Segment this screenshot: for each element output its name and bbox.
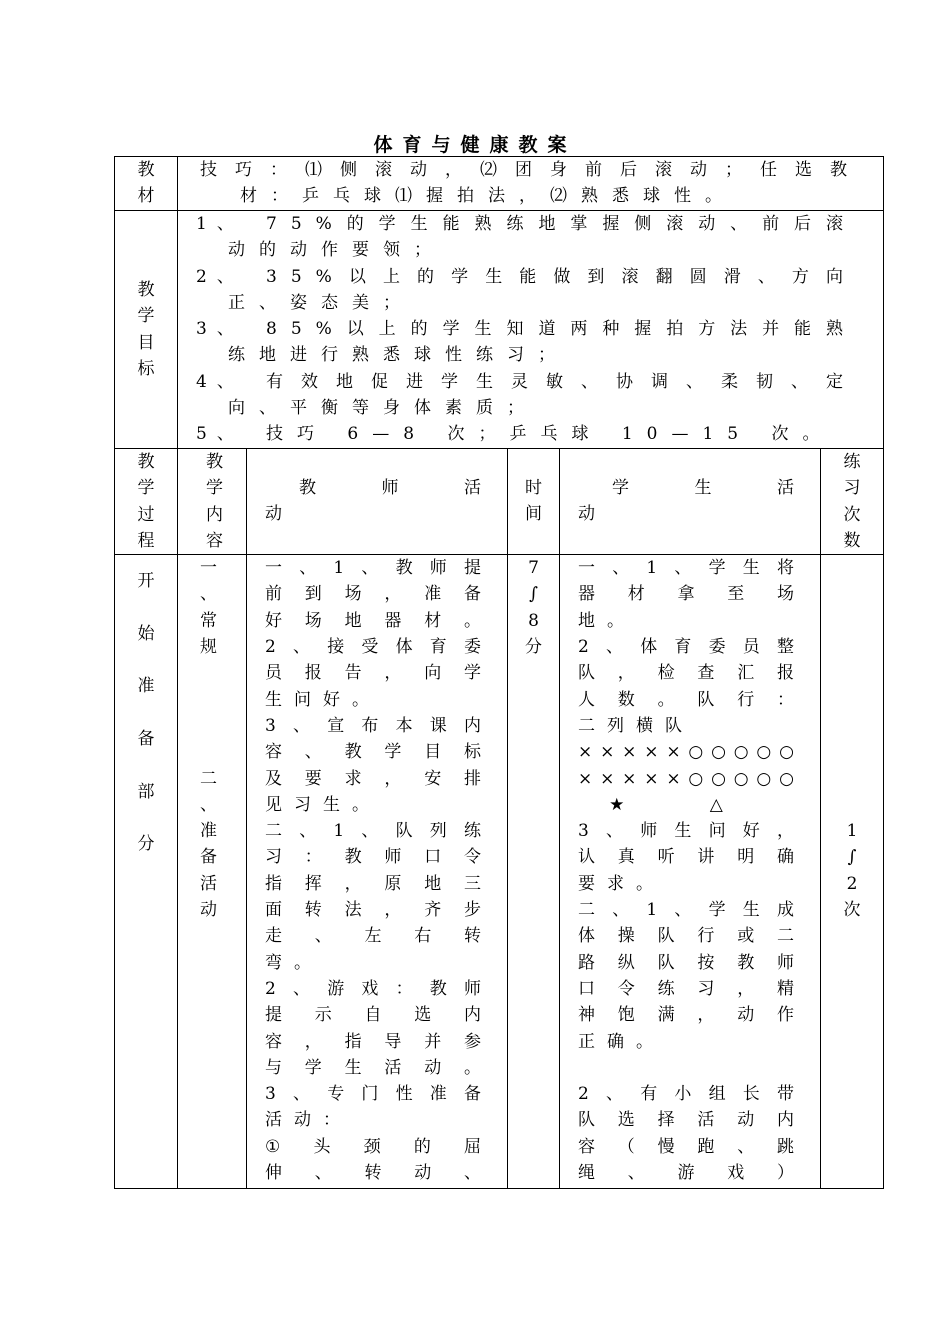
teacher-activity-line: 见 习 生 。 (265, 794, 369, 815)
goals-content (178, 211, 884, 449)
teacher-activity-line: 好 场 地 器 材 。 (265, 610, 481, 631)
header-char: 时 (525, 478, 542, 498)
student-activity-line: 一 、 1 、 学 生 将 (578, 558, 794, 579)
student-activity-line (578, 1055, 794, 1081)
section-char: 部 (137, 781, 155, 802)
goal-item (196, 264, 857, 290)
teacher-activity-line: 前 到 场 ， 准 备 (265, 584, 481, 605)
teacher-activity-line: 习 ： 教 师 口 令 (265, 847, 481, 868)
student-activity-line: 容 （ 慢 跑 、 跳 (578, 1136, 794, 1157)
goals-row (115, 211, 884, 449)
goal-text-cont: 动的动作要领； (228, 240, 445, 261)
header-char: 习 (843, 478, 861, 499)
content-char: 一 (200, 558, 217, 579)
teacher-activity-line: 员 报 告 ， 向 学 (265, 663, 481, 684)
teacher-activity-line: 2 、 接 受 体 育 委 (265, 637, 481, 658)
teacher-activity-line: 与 学 生 活 动 。 (265, 1057, 481, 1078)
student-activity-line: 队 选 择 活 动 内 (578, 1110, 794, 1131)
teacher-activity-line: 提 示 自 选 内 (265, 1005, 481, 1026)
student-activity-line: 人 数 。 队 行 ： (578, 689, 794, 710)
teacher-header (247, 449, 508, 555)
count-char: ∫ (847, 847, 857, 868)
student-activity-line: × × × × × ○ ○ ○ ○ ○ (578, 742, 794, 763)
student-activity-line: 地 。 (578, 610, 624, 631)
material-label (115, 157, 178, 211)
student-header-line: 动 (578, 504, 595, 525)
header-char: 过 (137, 504, 155, 525)
time-char: 分 (525, 637, 542, 658)
student-activity-line: ★ △ (609, 794, 763, 815)
student-header (560, 449, 821, 555)
header-char: 次 (843, 504, 861, 525)
count-char: 次 (843, 900, 861, 921)
student-activity-line: 3 、 师 生 问 好 ， (578, 821, 794, 842)
goal-number: 2、 (196, 266, 244, 287)
goals-label-char: 教 (137, 279, 155, 300)
content-header (178, 449, 247, 555)
header-char: 学 (206, 478, 223, 499)
teacher-activity-line: 一 、 1 、 教 师 提 (265, 558, 481, 579)
teacher-header-line: 教师活 (299, 478, 481, 498)
goal-item (196, 369, 857, 395)
section-row (115, 555, 884, 1189)
material-line: 材：乒乓球⑴握拍法，⑵熟悉球性。 (240, 186, 736, 207)
process-header-row (115, 449, 884, 555)
goal-text: 35%以上的学生能做到滚翻圆滑、方向 (266, 266, 858, 287)
goal-number: 5、 (196, 424, 244, 445)
count-char: 1 (846, 821, 858, 842)
student-activity-line: 口 令 练 习 ， 精 (578, 978, 794, 999)
student-activity (560, 555, 821, 1189)
goal-item (196, 316, 857, 342)
header-char: 容 (206, 530, 223, 551)
material-label-char: 材 (137, 186, 155, 207)
header-char: 练 (843, 452, 861, 472)
content-char: 二 (200, 768, 217, 789)
goal-text: 技巧 6—8 次；乒乓球 10—15 次。 (266, 424, 834, 445)
time-char: ∫ (529, 584, 538, 605)
student-header-line: 学生活 (612, 478, 794, 498)
student-activity-line: × × × × × ○ ○ ○ ○ ○ (578, 768, 794, 789)
section-count (821, 555, 884, 1189)
goal-text: 有效地促进学生灵敏、协调、柔韧、定 (266, 371, 858, 392)
goal-number: 4、 (196, 371, 244, 392)
time-char: 8 (528, 610, 539, 631)
teacher-activity-line: 面 转 法 ， 齐 步 (265, 900, 481, 921)
teacher-activity-line: 二 、 1 、 队 列 练 (265, 821, 481, 842)
content-char: 、 (200, 584, 217, 605)
teacher-activity-line: 3 、 专 门 性 准 备 (265, 1084, 481, 1105)
header-char: 间 (525, 504, 542, 525)
header-char: 程 (137, 530, 155, 551)
lesson-plan-table (114, 156, 884, 1189)
goal-text-cont: 练地进行熟悉球性练习； (228, 345, 569, 366)
goal-item (196, 211, 857, 237)
student-activity-line: 队 ， 检 查 汇 报 (578, 663, 794, 684)
teacher-activity-line: 3 、 宣 布 本 课 内 (265, 715, 481, 736)
time-char: 7 (528, 558, 539, 579)
content-char: 常 (200, 610, 217, 631)
section-name (115, 555, 178, 1189)
material-label-char: 教 (137, 160, 155, 180)
header-char: 教 (206, 452, 223, 472)
student-activity-line: 要 求 。 (578, 873, 653, 894)
teacher-activity-line: ① 头 颈 的 屈 (265, 1136, 481, 1157)
goal-number: 3、 (196, 319, 244, 340)
header-char: 数 (843, 530, 861, 551)
header-char: 教 (137, 452, 155, 472)
student-activity-line: 2 、 有 小 组 长 带 (578, 1084, 794, 1105)
header-char: 内 (206, 504, 223, 525)
teacher-activity-line: 2 、 游 戏 ： 教 师 (265, 978, 481, 999)
section-char: 准 (137, 676, 155, 697)
goal-text-cont: 向、平衡等身体素质； (228, 398, 538, 419)
teacher-activity-line: 伸 、 转 动 、 (265, 1163, 481, 1184)
goals-label (115, 211, 178, 449)
goal-text-cont: 正、姿态美； (228, 292, 414, 313)
content-char: 活 (200, 873, 217, 894)
section-char: 开 (137, 571, 155, 592)
goal-text: 75%的学生能熟练地掌握侧滚动、前后滚 (266, 214, 858, 234)
student-activity-line: 器 材 拿 至 场 (578, 584, 794, 605)
teacher-activity-line: 容 ， 指 导 并 参 (265, 1031, 481, 1052)
page-title: 体育与健康教案 (373, 134, 577, 156)
material-row (115, 157, 884, 211)
teacher-activity-line: 走 、 左 右 转 (265, 926, 481, 947)
section-char: 备 (137, 728, 155, 749)
goals-label-char: 目 (137, 332, 155, 353)
count-char: 2 (846, 873, 858, 894)
student-activity-line: 认 真 听 讲 明 确 (578, 847, 794, 868)
section-content (178, 555, 247, 1189)
material-content (178, 157, 884, 211)
student-activity-line: 神 饱 满 ， 动 作 (578, 1005, 794, 1026)
student-activity-line: 正 确 。 (578, 1031, 653, 1052)
teacher-activity-line: 弯 。 (265, 952, 311, 973)
content-char: 动 (200, 900, 217, 921)
teacher-header-line: 动 (265, 504, 282, 525)
student-activity-line: 路 纵 队 按 教 师 (578, 952, 794, 973)
process-header (115, 449, 178, 555)
goals-label-char: 标 (137, 358, 155, 379)
content-char: 备 (200, 847, 217, 868)
student-activity-line: 二 列 横 队 (578, 715, 682, 736)
teacher-activity-line: 活 动 ： (265, 1110, 340, 1131)
header-char: 学 (137, 478, 155, 499)
section-char: 分 (137, 834, 155, 855)
content-char: 规 (200, 637, 217, 658)
section-time (508, 555, 560, 1189)
content-char: 、 (200, 794, 217, 815)
student-activity-line: 体 操 队 行 或 二 (578, 926, 794, 947)
count-header (821, 449, 884, 555)
goals-label-char: 学 (137, 306, 155, 327)
content-char: 准 (200, 821, 217, 842)
section-char: 始 (137, 623, 155, 644)
student-activity-line: 二 、 1 、 学 生 成 (578, 900, 794, 921)
goal-text: 85%以上的学生知道两种握拍方法并能熟 (266, 319, 858, 340)
student-activity-line: 2 、 体 育 委 员 整 (578, 637, 794, 658)
goal-number: 1、 (196, 214, 244, 234)
teacher-activity-line: 容 、 教 学 目 标 (265, 742, 481, 763)
student-activity-line: 绳 、 游 戏 ） (578, 1163, 794, 1184)
material-line: 技巧：⑴侧滚动，⑵团身前后滚动；任选教 (200, 160, 862, 180)
teacher-activity-line: 生 问 好 。 (265, 689, 369, 710)
time-header (508, 449, 560, 555)
teacher-activity-line: 指 挥 ， 原 地 三 (265, 873, 481, 894)
teacher-activity-line: 及 要 求 ， 安 排 (265, 768, 481, 789)
teacher-activity (247, 555, 508, 1189)
goal-item (196, 421, 857, 447)
